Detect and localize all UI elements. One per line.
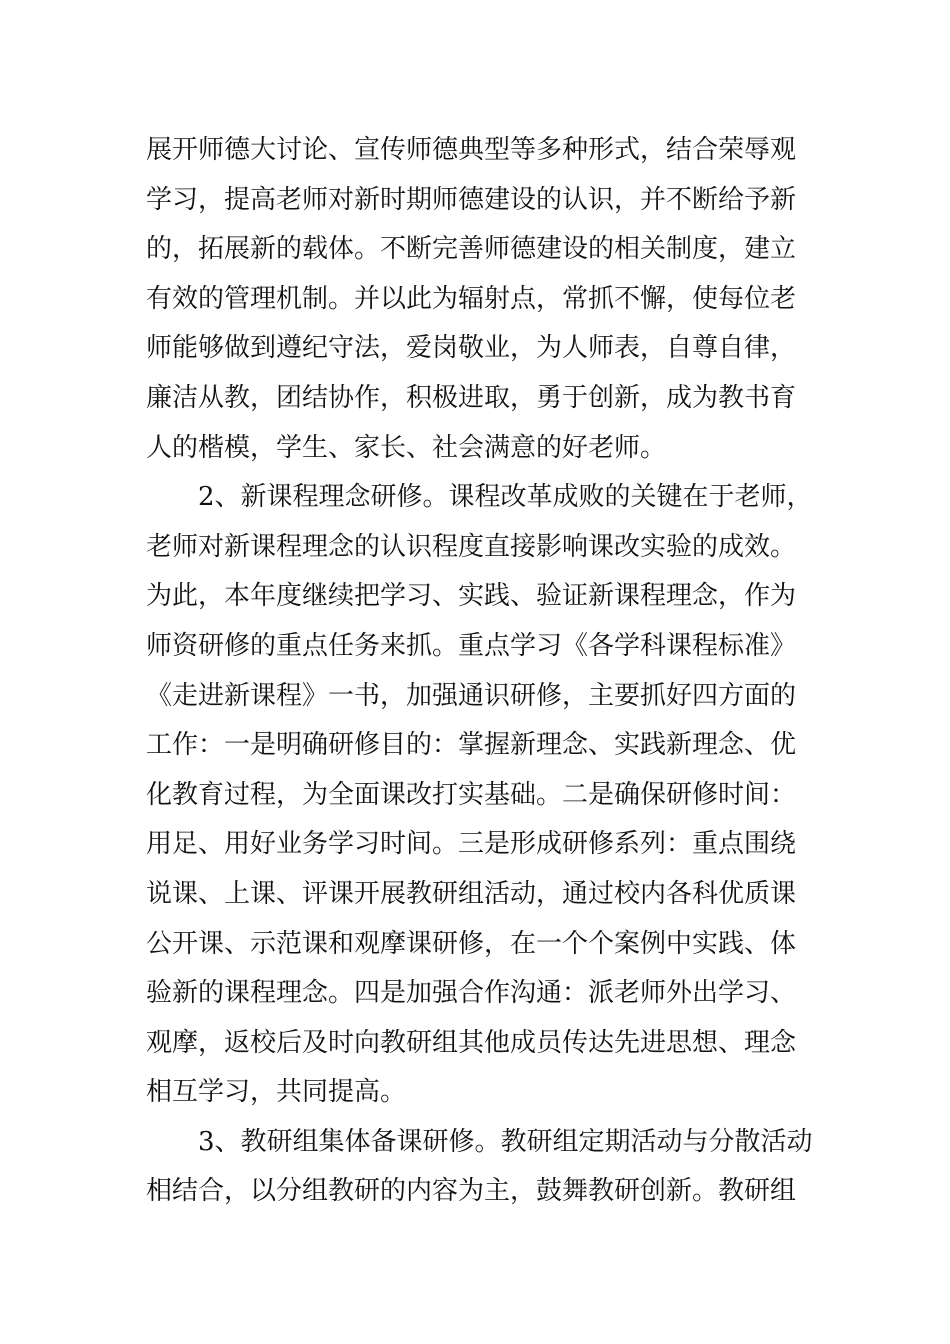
text-line-4: 有效的管理机制。并以此为辐射点，常抓不懈，使每位老 (146, 283, 797, 314)
text-line-5: 师能够做到遵纪守法，爱岗敬业，为人师表，自尊自律， (146, 333, 797, 364)
text-line-7: 人的楷模，学生、家长、社会满意的好老师。 (146, 432, 667, 463)
text-line-21: 3、教研组集体备课研修。教研组定期活动与分散活动 (146, 1126, 813, 1157)
text-line-14: 化教育过程，为全面课改打实基础。二是确保研修时间： (146, 779, 797, 810)
text-line-18: 验新的课程理念。四是加强合作沟通：派老师外出学习、 (146, 978, 797, 1009)
text-line-16: 说课、上课、评课开展教研组活动，通过校内各科优质课 (146, 878, 797, 909)
text-line-19: 观摩，返校后及时向教研组其他成员传达先进思想、理念 (146, 1027, 797, 1058)
text-line-12: 《走进新课程》一书，加强通识研修，主要抓好四方面的 (146, 680, 797, 711)
document-body (146, 126, 816, 1217)
text-line-9: 老师对新课程理念的认识程度直接影响课改实验的成效。 (146, 531, 797, 562)
text-line-3: 的，拓展新的载体。不断完善师德建设的相关制度，建立 (146, 234, 797, 265)
text-line-11: 师资研修的重点任务来抓。重点学习《各学科课程标准》 (146, 630, 797, 661)
text-line-1: 展开师德大讨论、宣传师德典型等多种形式，结合荣辱观 (146, 135, 797, 165)
text-line-22: 相结合，以分组教研的内容为主，鼓舞教研创新。教研组 (146, 1176, 797, 1207)
text-line-13: 工作：一是明确研修目的：掌握新理念、实践新理念、优 (146, 730, 797, 761)
text-line-2: 学习，提高老师对新时期师德建设的认识，并不断给予新 (146, 184, 797, 215)
text-line-15: 用足、用好业务学习时间。三是形成研修系列：重点围绕 (146, 829, 797, 860)
text-line-8: 2、新课程理念研修。课程改革成败的关键在于老师， (146, 482, 813, 513)
text-line-20: 相互学习，共同提高。 (146, 1077, 407, 1108)
text-line-17: 公开课、示范课和观摩课研修，在一个个案例中实践、体 (146, 928, 797, 959)
text-line-10: 为此，本年度继续把学习、实践、验证新课程理念，作为 (146, 581, 797, 612)
text-line-6: 廉洁从教，团结协作，积极进取，勇于创新，成为教书育 (146, 382, 797, 413)
